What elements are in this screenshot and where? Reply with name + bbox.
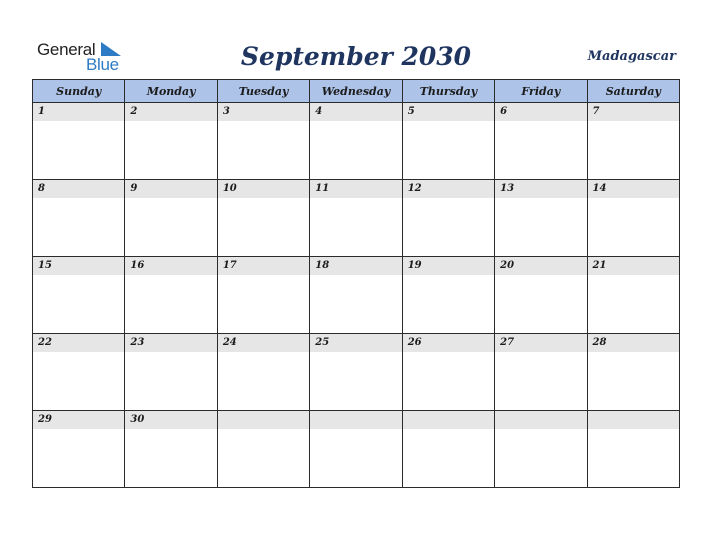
day-cell [495,257,587,334]
weekday-header: Tuesday [217,80,309,103]
day-number: 3 [218,103,309,121]
day-number [310,411,401,429]
day-cell [217,257,309,334]
weekday-header-row [33,80,680,103]
day-cell [217,103,309,180]
day-cell [33,257,125,334]
day-number: 27 [495,334,586,352]
day-number: 22 [33,334,124,352]
day-cell [495,103,587,180]
day-number: 13 [495,180,586,198]
day-number [495,411,586,429]
week-row [33,103,680,180]
day-cell [402,411,494,488]
page-title: September 2030 [240,42,472,71]
day-number: 7 [588,103,679,121]
day-number: 17 [218,257,309,275]
day-cell [33,180,125,257]
day-number: 24 [218,334,309,352]
day-number: 26 [403,334,494,352]
day-number: 20 [495,257,586,275]
day-cell [125,180,217,257]
logo-text-general: General [37,40,96,59]
country-label: Madagascar [587,49,676,64]
weekday-header: Thursday [402,80,494,103]
day-cell [495,411,587,488]
day-cell [587,257,679,334]
day-cell [125,334,217,411]
week-row [33,411,680,488]
day-cell [125,411,217,488]
day-cell [33,411,125,488]
day-number: 25 [310,334,401,352]
day-cell [217,334,309,411]
week-row [33,180,680,257]
day-cell [587,180,679,257]
day-number: 5 [403,103,494,121]
day-cell [33,103,125,180]
logo-text-blue: Blue [86,55,119,74]
weekday-header: Friday [495,80,587,103]
day-cell [495,334,587,411]
day-number: 8 [33,180,124,198]
weekday-header: Saturday [587,80,679,103]
day-cell [587,411,679,488]
day-cell [217,180,309,257]
day-cell [217,411,309,488]
day-number: 28 [588,334,679,352]
day-number: 15 [33,257,124,275]
day-number: 30 [125,411,216,429]
day-number: 9 [125,180,216,198]
day-cell [402,334,494,411]
day-number: 10 [218,180,309,198]
calendar-grid [32,79,680,488]
day-cell [402,257,494,334]
day-cell [310,103,402,180]
day-cell [125,103,217,180]
week-row [33,334,680,411]
day-cell [310,334,402,411]
day-number: 2 [125,103,216,121]
day-number: 12 [403,180,494,198]
day-number: 6 [495,103,586,121]
day-number: 11 [310,180,401,198]
day-cell [402,103,494,180]
weekday-header: Wednesday [310,80,402,103]
day-number: 14 [588,180,679,198]
day-number: 21 [588,257,679,275]
day-number [588,411,679,429]
day-cell [125,257,217,334]
day-cell [310,180,402,257]
day-number: 23 [125,334,216,352]
weekday-header: Monday [125,80,217,103]
day-number: 29 [33,411,124,429]
day-cell [310,257,402,334]
day-number: 18 [310,257,401,275]
day-cell [587,103,679,180]
day-number [218,411,309,429]
day-number: 4 [310,103,401,121]
day-number: 1 [33,103,124,121]
day-number [403,411,494,429]
day-cell [33,334,125,411]
weekday-header: Sunday [33,80,125,103]
day-cell [310,411,402,488]
day-number: 19 [403,257,494,275]
day-cell [402,180,494,257]
day-cell [495,180,587,257]
week-row [33,257,680,334]
day-cell [587,334,679,411]
day-number: 16 [125,257,216,275]
